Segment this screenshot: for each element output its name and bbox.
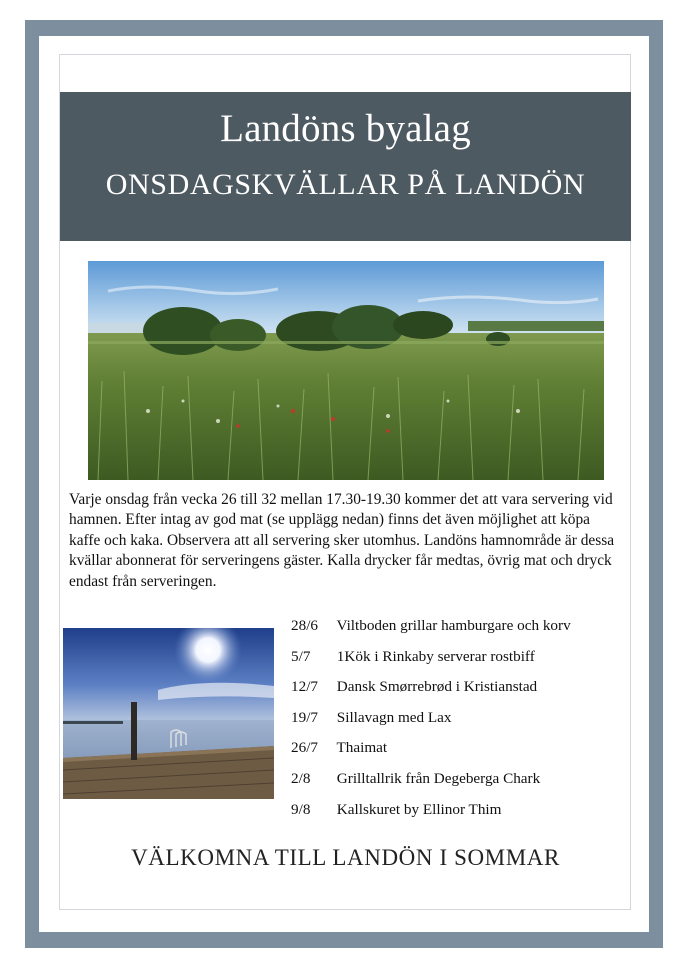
schedule-text: Sillavagn med Lax — [336, 708, 452, 726]
schedule-item — [291, 645, 631, 676]
schedule-text: Thaimat — [336, 739, 388, 757]
schedule-date: 2/8 — [291, 769, 311, 787]
welcome-footer: VÄLKOMNA TILL LANDÖN I SOMMAR — [131, 845, 560, 870]
meadow-photo — [88, 261, 604, 480]
header-banner — [60, 92, 631, 241]
schedule-text: 1Kök i Rinkaby serverar rostbiff — [336, 647, 535, 665]
schedule-text: Dansk Smørrebrød i Kristianstad — [336, 678, 538, 696]
schedule-date: 5/7 — [291, 647, 311, 665]
schedule-date: 9/8 — [291, 800, 311, 818]
schedule-text: Kallskuret by Ellinor Thim — [336, 800, 502, 818]
schedule-item — [291, 706, 631, 737]
intro-paragraph: Varje onsdag från vecka 26 till 32 mellan 17.30-19.30 kommer det att vara servering vid hamnen. Efter intag av god mat (se upplägg nedan) finns det även möjlighet att köpa kaffe och kaka. Observera att all servering sker utomhus. Landöns hamnområde är dessa kvällar abonnerat för serveringens gäster. Kalla drycker får medtas, övrig mat och dryck endast från serveringen. — [69, 491, 615, 590]
schedule-date: 12/7 — [291, 678, 319, 696]
schedule-date: 19/7 — [291, 708, 319, 726]
schedule-list — [291, 614, 631, 828]
schedule-date: 28/6 — [291, 617, 319, 634]
schedule-item — [291, 767, 631, 798]
schedule-date: 26/7 — [291, 739, 319, 757]
schedule-item — [291, 798, 631, 829]
schedule-item — [291, 675, 631, 706]
schedule-text: Viltboden grillar hamburgare och korv — [336, 617, 571, 634]
schedule-item — [291, 736, 631, 767]
page-title: Landöns byalag — [220, 107, 471, 150]
page-subtitle: ONSDAGSKVÄLLAR PÅ LANDÖN — [105, 168, 586, 201]
schedule-text: Grilltallrik från Degeberga Chark — [336, 769, 541, 787]
jetty-photo — [63, 628, 274, 799]
schedule-item — [291, 614, 631, 645]
